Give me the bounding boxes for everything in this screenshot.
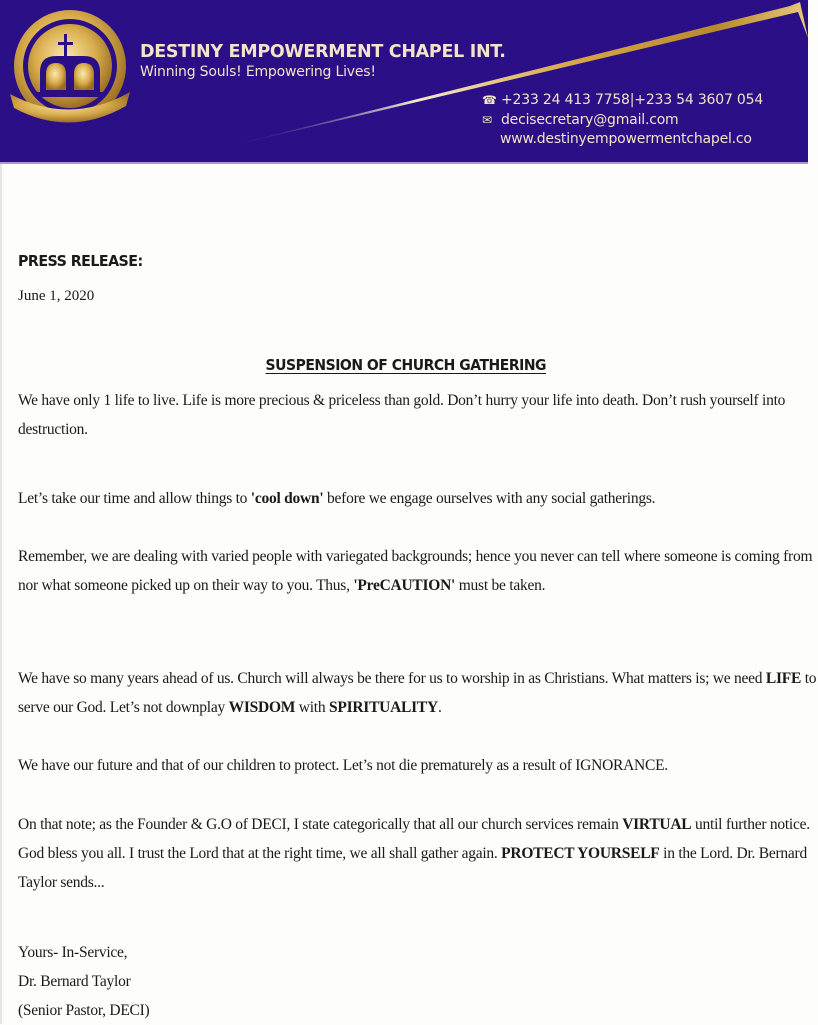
phone-numbers: +233 24 413 7758|+233 54 3607 054 bbox=[501, 92, 764, 108]
paragraph bbox=[18, 664, 818, 722]
paragraph-text: must be taken. bbox=[455, 577, 546, 594]
paragraph-text: On that note; as the Founder & G.O of DECI, I state categorically that all our church services remain bbox=[18, 816, 623, 833]
paragraph bbox=[18, 542, 818, 600]
emphasis-text: 'PreCAUTION' bbox=[353, 577, 456, 594]
paragraph-text: We have only 1 life to live. Life is more precious & priceless than gold. Don’t hurry your life into death. Don’t rush yourself into destruction. bbox=[18, 392, 786, 438]
paragraph bbox=[18, 751, 818, 780]
paragraph-text: Remember, we are dealing with varied people with variegated backgrounds; hence you never can tell where someone is coming from nor what someone picked up on their way to you. Thus, bbox=[18, 548, 813, 594]
website-url[interactable]: www.destinyempowermentchapel.co bbox=[500, 131, 752, 147]
contact-website bbox=[500, 131, 752, 147]
paragraph-text: . bbox=[437, 699, 442, 716]
paragraph-text: to serve our God. Let’s not downplay bbox=[18, 670, 817, 716]
emphasis-text: LIFE bbox=[765, 670, 802, 687]
doc-label: PRESS RELEASE: bbox=[18, 252, 143, 270]
paragraph-text: We have our future and that of our children to protect. Let’s not die prematurely as a result of IGNORANCE. bbox=[18, 757, 668, 774]
press-release-body bbox=[0, 164, 817, 1024]
email-address[interactable]: decisecretary@gmail.com bbox=[501, 112, 679, 128]
doc-date: June 1, 2020 bbox=[18, 288, 95, 304]
emphasis-text: VIRTUAL bbox=[622, 816, 692, 833]
letterhead bbox=[0, 0, 808, 164]
signature-closing: Yours- In-Service, bbox=[18, 944, 128, 961]
email-icon: ✉ bbox=[482, 113, 492, 127]
org-tagline: Winning Souls! Empowering Lives! bbox=[140, 64, 376, 80]
emphasis-text: SPIRITUALITY bbox=[328, 699, 438, 716]
signature-name: Dr. Bernard Taylor bbox=[18, 973, 131, 990]
paragraph bbox=[18, 484, 818, 513]
doc-title-text: SUSPENSION OF CHURCH GATHERING bbox=[265, 356, 547, 374]
org-name: DESTINY EMPOWERMENT CHAPEL INT. bbox=[140, 42, 506, 62]
contact-email bbox=[482, 112, 679, 128]
paragraph-text: in the Lord. Dr. Bernard Taylor sends... bbox=[18, 845, 807, 891]
church-logo bbox=[6, 6, 134, 134]
paragraph-text: before we engage ourselves with any social gatherings. bbox=[323, 490, 656, 507]
emphasis-text: 'cool down' bbox=[250, 490, 324, 507]
paragraph-text: We have so many years ahead of us. Church will always be there for us to worship in as Christians. What matters is; we need bbox=[18, 670, 766, 687]
paragraph-text: with bbox=[295, 699, 329, 716]
contact-phone bbox=[482, 92, 763, 108]
signature-block bbox=[18, 938, 818, 1025]
paragraph-text: Let’s take our time and allow things to bbox=[18, 490, 251, 507]
paragraph bbox=[18, 810, 818, 897]
doc-title bbox=[2, 356, 810, 374]
paragraph bbox=[18, 386, 818, 444]
signature-role: (Senior Pastor, DECI) bbox=[18, 1002, 150, 1019]
emphasis-text: WISDOM bbox=[228, 699, 296, 716]
paragraph-text: until further notice. God bless you all. I trust the Lord that at the right time, we all shall gather again. bbox=[18, 816, 810, 862]
phone-icon: ☎ bbox=[482, 93, 497, 107]
emphasis-text: PROTECT YOURSELF bbox=[501, 845, 660, 862]
